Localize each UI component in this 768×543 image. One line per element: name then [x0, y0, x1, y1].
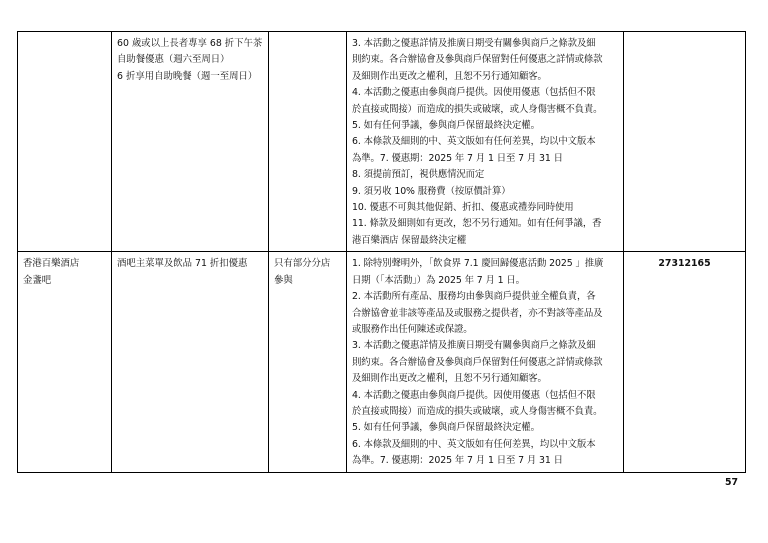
terms-cell [347, 32, 624, 252]
branches-cell [269, 252, 347, 472]
text-line: 為準。7. 優惠期：2025 年 7 月 1 日至 7 月 31 日 [352, 455, 563, 467]
text-line: 只有部分分店 [274, 258, 331, 270]
text-line: 6. 本條款及細則的中、英文版如有任何差異，均以中文版本 [352, 136, 596, 148]
text-line: 金盞吧 [23, 274, 52, 286]
text-line: 港百樂酒店 保留最終決定權 [352, 234, 467, 246]
text-line: 8. 須提前預訂，視供應情況而定 [352, 169, 485, 181]
text-line: 自助餐優惠（週六至周日） [117, 54, 230, 66]
text-line: 5. 如有任何爭議，參與商戶保留最終決定權。 [352, 120, 540, 132]
offer-cell [112, 252, 269, 472]
terms-cell [347, 252, 624, 472]
text-line: 合辦協會並非該等產品及或服務之提供者，亦不對該等產品及 [352, 307, 603, 319]
text-line: 於直接或間接）而造成的損失或破壞，或人身傷害概不負責。 [352, 405, 603, 417]
text-line: 香港百樂酒店 [23, 258, 80, 270]
text-line: 參與 [274, 274, 293, 286]
text-line: 6 折享用自助晚餐（週一至周日） [117, 70, 258, 82]
text-line: 則約束。各合辦協會及參與商戶保留對任何優惠之詳情或條款 [352, 54, 603, 66]
merchant-cell [18, 32, 112, 252]
text-line: 或服務作出任何陳述或保證。 [352, 323, 473, 335]
text-line: 3. 本活動之優惠詳情及推廣日期受有關參與商戶之條款及細 [352, 340, 596, 352]
text-line: 日期（「本活動」）為 2025 年 7 月 1 日。 [352, 274, 525, 286]
text-line: 酒吧主菜單及飲品 71 折扣優惠 [117, 258, 248, 270]
table-row [18, 252, 746, 472]
text-line: 11. 條款及細則如有更改，恕不另行通知。如有任何爭議，香 [352, 218, 602, 230]
text-line: 4. 本活動之優惠由參與商戶提供。因使用優惠（包括但不限 [352, 389, 596, 401]
text-line: 及細則作出更改之權利，且恕不另行通知顧客。 [352, 373, 547, 385]
branches-cell [269, 32, 347, 252]
text-line: 6. 本條款及細則的中、英文版如有任何差異，均以中文版本 [352, 438, 596, 450]
promotions-table [17, 31, 746, 473]
text-line: 1. 除特別聲明外，「飲食界 7.1 慶回歸優惠活動 2025 」推廣 [352, 258, 604, 270]
text-line: 3. 本活動之優惠詳情及推廣日期受有關參與商戶之條款及細 [352, 38, 596, 49]
page-number: 57 [725, 477, 739, 488]
text-line: 4. 本活動之優惠由參與商戶提供。因使用優惠（包括但不限 [352, 87, 596, 99]
contact-cell [624, 32, 746, 252]
merchant-cell [18, 252, 112, 472]
text-line: 2. 本活動所有產品、服務均由參與商戶提供並全權負責，各 [352, 291, 596, 303]
offer-cell [112, 32, 269, 252]
text-line: 於直接或間接）而造成的損失或破壞，或人身傷害概不負責。 [352, 103, 603, 115]
text-line: 為準。7. 優惠期：2025 年 7 月 1 日至 7 月 31 日 [352, 152, 563, 164]
contact-cell: 27312165 [624, 252, 746, 472]
text-line: 及細則作出更改之權利，且恕不另行通知顧客。 [352, 70, 547, 82]
text-line: 則約束。各合辦協會及參與商戶保留對任何優惠之詳情或條款 [352, 356, 603, 368]
text-line: 10. 優惠不可與其他促銷、折扣、優惠或禮券同時使用 [352, 202, 574, 214]
text-line: 9. 須另收 10% 服務費（按原價計算） [352, 185, 511, 197]
text-line: 5. 如有任何爭議，參與商戶保留最終決定權。 [352, 422, 540, 434]
text-line: 60 歲或以上長者專享 68 折下午茶 [117, 38, 263, 49]
table-row [18, 32, 746, 252]
